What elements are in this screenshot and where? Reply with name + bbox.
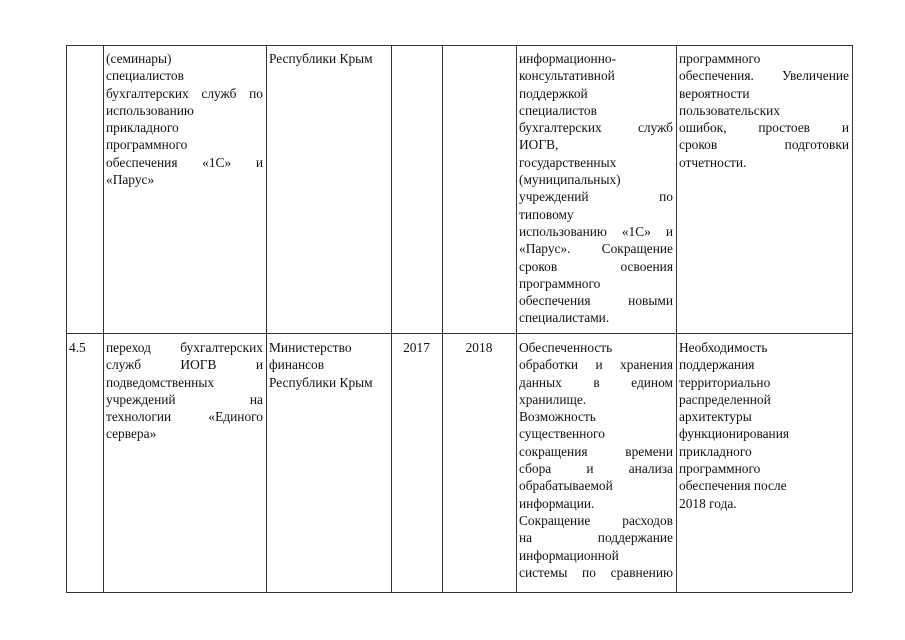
- text-line: на поддержание: [519, 530, 673, 546]
- cell-result: [516, 339, 676, 581]
- text-line: информации.: [519, 495, 595, 511]
- text-line: вероятности: [679, 85, 750, 101]
- column-border: [66, 45, 67, 592]
- text-line: переход бухгалтерских: [106, 340, 263, 355]
- text-line: ИОГВ,: [519, 137, 559, 153]
- cell-activity: [103, 50, 266, 188]
- text-line: поддержкой: [519, 85, 588, 101]
- text-line: прикладного: [106, 120, 179, 136]
- cell-executor: [266, 50, 391, 67]
- cell-consequences: [676, 339, 852, 512]
- text-line: Необходимость: [679, 340, 768, 355]
- text-line: специалистов: [519, 102, 597, 118]
- text-line: бухгалтерских служб: [519, 120, 673, 136]
- cell-start-year: 2017: [403, 340, 430, 355]
- text-line: сбора и анализа: [519, 461, 673, 477]
- text-line: информационной: [519, 547, 619, 563]
- text-line: функционирования: [679, 426, 790, 442]
- text-line: специалистами.: [519, 310, 610, 326]
- text-line: служб ИОГВ и: [106, 357, 263, 373]
- column-border: [266, 45, 267, 592]
- text-line: сроков освоения: [519, 258, 673, 274]
- column-border: [442, 45, 443, 592]
- text-line: типовому: [519, 206, 574, 222]
- text-line: сокращения времени: [519, 443, 673, 459]
- text-line: программного: [519, 275, 601, 291]
- text-line: (муниципальных): [519, 172, 621, 188]
- text-line: программного: [106, 137, 188, 153]
- text-line: Министерство: [269, 340, 352, 355]
- text-line: поддержания: [679, 357, 755, 373]
- text-line: подведомственных: [106, 374, 215, 390]
- text-line: Возможность: [519, 409, 596, 425]
- text-line: обеспечения «1С» и: [106, 154, 263, 170]
- text-line: использованию: [106, 102, 194, 118]
- text-line: обрабатываемой: [519, 478, 613, 494]
- text-line: отчетности.: [679, 154, 747, 170]
- text-line: распределенной: [679, 391, 771, 407]
- text-line: Обеспеченность: [519, 340, 613, 355]
- cell-result: [516, 50, 676, 327]
- text-line: консультативной: [519, 68, 615, 84]
- text-line: сервера»: [106, 426, 157, 442]
- text-line: программного: [679, 51, 761, 66]
- text-line: сроков подготовки: [679, 137, 849, 153]
- column-border: [852, 45, 853, 592]
- text-line: специалистов: [106, 68, 184, 84]
- text-line: учреждений на: [106, 391, 263, 407]
- text-line: «Парус». Сокращение: [519, 241, 673, 257]
- text-line: прикладного: [679, 443, 752, 459]
- text-line: обеспечения после: [679, 478, 787, 494]
- text-line: Сокращение расходов: [519, 512, 673, 528]
- text-line: Республики Крым: [269, 374, 373, 390]
- text-line: бухгалтерских служб по: [106, 85, 263, 101]
- cell-executor: [266, 339, 391, 391]
- text-line: учреждений по: [519, 189, 673, 205]
- text-line: технологии «Единого: [106, 409, 263, 425]
- text-line: ошибок, простоев и: [679, 120, 849, 136]
- text-line: территориально: [679, 374, 771, 390]
- text-line: существенного: [519, 426, 605, 442]
- text-line: обеспечения. Увеличение: [679, 68, 849, 84]
- table-border-bottom: [66, 592, 852, 593]
- text-line: Республики Крым: [269, 51, 373, 66]
- text-line: хранилище.: [519, 391, 587, 407]
- cell-consequences: [676, 50, 852, 171]
- cell-end-year: 2018: [465, 340, 493, 355]
- text-line: (семинары): [106, 51, 172, 66]
- text-line: государственных: [519, 154, 617, 170]
- text-line: архитектуры: [679, 409, 752, 425]
- text-line: обеспечения новыми: [519, 293, 673, 309]
- text-line: пользовательских: [679, 102, 781, 118]
- text-line: программного: [679, 461, 761, 477]
- text-line: обработки и хранения: [519, 357, 673, 373]
- text-line: использованию «1С» и: [519, 223, 673, 239]
- text-line: информационно-: [519, 51, 617, 66]
- text-line: «Парус»: [106, 172, 155, 188]
- text-line: данных в едином: [519, 374, 673, 390]
- document-table: [66, 45, 852, 592]
- table-border-top: [66, 45, 852, 46]
- cell-number: 4.5: [69, 340, 86, 355]
- text-line: 2018 года.: [679, 495, 737, 511]
- text-line: системы по сравнению: [519, 564, 673, 580]
- column-border: [391, 45, 392, 592]
- row-divider: [66, 333, 852, 334]
- text-line: финансов: [269, 357, 325, 373]
- cell-activity: [103, 339, 266, 443]
